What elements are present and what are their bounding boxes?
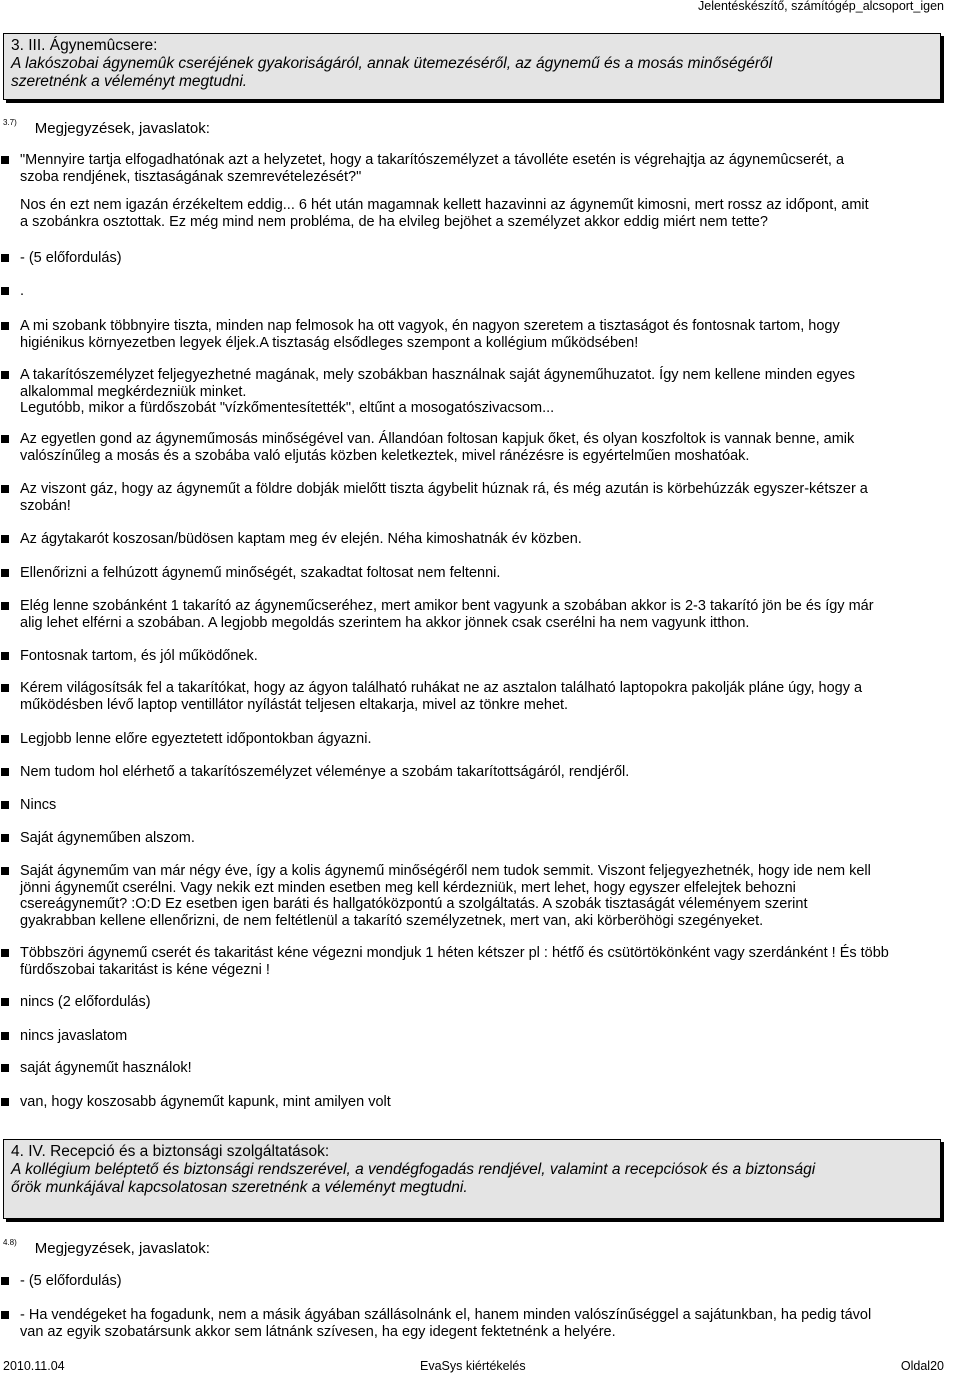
comment-item: [0, 531, 960, 548]
comment-item: [0, 1028, 960, 1045]
comment-item: [0, 830, 960, 847]
comment-text-line: Legutóbb, mikor a fürdőszobát "vízkőmentesítették", eltűnt a mosogatószivacsom...: [20, 400, 555, 416]
bullet-square-icon: [1, 569, 9, 577]
bullet-square-icon: [1, 322, 9, 330]
comment-item: [0, 152, 960, 230]
comment-item: [0, 1094, 960, 1111]
comment-text-line: Fontosnak tartom, és jól működőnek.: [20, 648, 258, 664]
bullet-square-icon: [1, 1098, 9, 1106]
question-4-8-header: [3, 1240, 210, 1257]
comment-text-line: - (5 előfordulás): [20, 250, 122, 266]
comment-item: [0, 731, 960, 748]
section-4-description: [11, 1161, 935, 1197]
comment-item: [0, 481, 960, 514]
comment-text-line: van, hogy koszosabb ágyneműt kapunk, mint amilyen volt: [20, 1094, 391, 1110]
bullet-square-icon: [1, 684, 9, 692]
bullet-square-icon: [1, 254, 9, 262]
comment-text-line: [20, 185, 960, 197]
comment-text-line: Az egyetlen gond az ágyneműmosás minőségével van. Állandóan foltosan kapjuk őket, és olyan koszfoltok is vannak benne, amik: [20, 431, 855, 447]
comment-text-line: fürdőszobai takaritást is kéne végezni !: [20, 961, 270, 978]
comment-item: [0, 994, 960, 1011]
comment-item: [0, 367, 960, 417]
question-3-7-header: [3, 120, 210, 137]
section-3-box: [3, 33, 941, 100]
comment-item: [0, 318, 960, 351]
bullet-square-icon: [1, 998, 9, 1006]
bullet-square-icon: [1, 287, 9, 295]
comment-text-line: Saját ágyneműm van már négy éve, így a kolis ágynemű minőségéről nem tudok semmit. Viszont feljegyezhetnék, hogy ide nem kell: [20, 863, 871, 879]
comment-item: [0, 797, 960, 814]
bullet-square-icon: [1, 156, 9, 164]
section-4-description-line: őrök munkájával kapcsolatosan szeretnénk a véleményt megtudni.: [11, 1179, 468, 1196]
comment-text-line: Kérem világosítsák fel a takarítókat, hogy az ágyon található ruhákat ne az asztalon található laptopokra pakolják pláne úgy, hogy a: [20, 680, 863, 696]
comment-text-line: Nincs: [20, 797, 57, 813]
comment-text-line: nincs javaslatom: [20, 1028, 128, 1044]
bullet-square-icon: [1, 735, 9, 743]
question-label: Megjegyzések, javaslatok:: [34, 1240, 210, 1257]
comment-text-line: - Ha vendégeket ha fogadunk, nem a másik ágyában szállásolnánk el, hanem minden valószínűséggel a sajátunkban, ha pedig távol: [20, 1307, 872, 1323]
comment-item: [0, 680, 960, 713]
comment-item: [0, 250, 960, 267]
bullet-square-icon: [1, 652, 9, 660]
comment-item: [0, 764, 960, 781]
comment-text-line: saját ágyneműt használok!: [20, 1060, 192, 1076]
comment-item: [0, 1307, 960, 1340]
comment-text-line: van az egyik szobatársunk akkor sem látnánk szívesen, ha egy idegent fektetnénk a helyére.: [20, 1323, 616, 1340]
bullet-square-icon: [1, 602, 9, 610]
footer-date: 2010.11.04: [3, 1359, 65, 1373]
comment-text-line: csereágyneműt? :O:D Ez esetben igen baráti és hallgatóközpontú a szolgáltatás. A szobák tisztaságát véleményem szerint: [20, 896, 808, 912]
comment-text-line: Többszöri ágynemű cserét és takaritást kéne végezni mondjuk 1 héten kétszer pl : hétfő és csütörtökönként vagy szerdánként ! És több: [20, 945, 889, 961]
comment-item: [0, 863, 960, 929]
comment-text-line: működésben lévő laptop ventillátor nyílástát teljesen eltakarja, mivel az tönkre mehet.: [20, 696, 569, 713]
section-3-description: [11, 55, 935, 91]
comment-text-line: - (5 előfordulás): [20, 1273, 122, 1289]
comment-text-line: .: [20, 283, 25, 299]
footer-center: EvaSys kiértékelés: [420, 1359, 526, 1373]
comment-text-line: valószínűleg a mosás és a szobába való eljutás közben keletkeztek, mivel ránézésre is egyértelműen moshatóak.: [20, 447, 750, 464]
comment-text-line: szobán!: [20, 497, 71, 514]
bullet-square-icon: [1, 834, 9, 842]
section-4-title: 4. IV. Recepció és a biztonsági szolgáltatások:: [11, 1143, 330, 1160]
bullet-square-icon: [1, 535, 9, 543]
comment-text-line: jönni ágyneműt cserélni. Vagy nekik ezt minden esetben meg kell kérdezniük, mert lehet, hogy egyszer elfelejtek behozni: [20, 879, 796, 896]
footer-page-number: Oldal20: [900, 1359, 944, 1373]
section-3-description-line: szeretnénk a véleményt megtudni.: [11, 73, 248, 90]
comment-text-line: alig lehet elférni a szobában. A legjobb megoldás szerintem ha akkor jönnek csak cserélni ha nem vagyunk itthon.: [20, 614, 750, 631]
bullet-square-icon: [1, 1311, 9, 1319]
bullet-square-icon: [1, 371, 9, 379]
bullet-square-icon: [1, 801, 9, 809]
comment-text-line: nincs (2 előfordulás): [20, 994, 151, 1010]
comment-text-line: higiénikus környezetben legyek éljek.A tisztaság elsődleges szempont a kollégium működsében!: [20, 334, 639, 351]
bullet-square-icon: [1, 768, 9, 776]
section-4-description-line: A kollégium beléptető és biztonsági rendszerével, a vendégfogadás rendjével, valamint a recepciósok és a biztonsági: [11, 1161, 816, 1178]
comment-text-line: Nos én ezt nem igazán érzékeltem eddig... 6 hét után magamnak kellett hazavinni az ágyneműt kimosni, mert rossz az időpont, amit: [20, 197, 869, 213]
comment-text-line: Legjobb lenne előre egyeztetett időpontokban ágyazni.: [20, 731, 372, 747]
section-3-description-line: A lakószobai ágynemûk cseréjének gyakoriságáról, annak ütemezéséről, az ágynemű és a mosás minőségéről: [11, 55, 773, 72]
bullet-square-icon: [1, 485, 9, 493]
bullet-square-icon: [1, 1277, 9, 1285]
question-number: 4.8): [3, 1238, 17, 1247]
comment-text-line: Elég lenne szobánként 1 takarító az ágyneműcseréhez, mert amikor bent vagyunk a szobában akkor is 2-3 takarító jön be és így már: [20, 598, 874, 614]
comment-item: [0, 1060, 960, 1077]
comment-item: [0, 283, 960, 300]
comment-item: [0, 431, 960, 464]
comment-text-line: alkalommal megkérdezniük minket.: [20, 383, 247, 400]
comment-item: [0, 945, 960, 978]
section-3-title: 3. III. Ágynemûcsere:: [11, 37, 158, 54]
bullet-square-icon: [1, 949, 9, 957]
comment-text-line: A takarítószemélyzet feljegyezhetné magának, mely szobákban használnak saját ágyneműhuzatot. Így nem kellene minden egyes: [20, 367, 856, 383]
bullet-square-icon: [1, 435, 9, 443]
comment-text-line: gyakrabban kellene ellenőrizni, de nem feltétlenül a takarító személyzetnek, mert van, aki körberöhögi szegényeket.: [20, 912, 764, 929]
comment-text-line: "Mennyire tartja elfogadhatónak azt a helyzetet, hogy a takarítószemélyzet a távolléte esetén is végrehajtja az ágynemûcserét, a: [20, 152, 845, 168]
bullet-square-icon: [1, 867, 9, 875]
question-label: Megjegyzések, javaslatok:: [34, 120, 210, 137]
bullet-square-icon: [1, 1064, 9, 1072]
comment-text-line: Ellenőrizni a felhúzott ágynemű minőségét, szakadtat foltosat nem feltenni.: [20, 565, 501, 581]
comment-text-line: Nem tudom hol elérhető a takarítószemélyzet véleménye a szobám takarítottságáról, rendjéről.: [20, 764, 630, 780]
section-4-box: [3, 1139, 941, 1219]
comment-text-line: szoba rendjének, tisztaságának szemrevételezését?": [20, 168, 362, 185]
comment-text-line: A mi szobank többnyire tiszta, minden nap felmosok ha ott vagyok, én nagyon szeretem a tisztaságot és fontosnak tartom, hogy: [20, 318, 840, 334]
comment-item: [0, 565, 960, 582]
bullet-square-icon: [1, 1032, 9, 1040]
report-title: Jelentéskészítő, számítógép_alcsoport_igen: [698, 0, 944, 13]
comment-text-line: Az ágytakarót koszosan/büdösen kaptam meg év elején. Néha kimoshatnák év közben.: [20, 531, 582, 547]
comment-text-line: Saját ágyneműben alszom.: [20, 830, 195, 846]
comment-item: [0, 598, 960, 631]
comment-text-line: a szobánkra osztottak. Ez még mind nem probléma, de ha elvileg bejöhet a személyzet akkor eddig miért nem tette?: [20, 213, 768, 230]
comment-item: [0, 648, 960, 665]
question-number: 3.7): [3, 118, 17, 127]
comment-item: [0, 1273, 960, 1290]
comment-text-line: Az viszont gáz, hogy az ágyneműt a földre dobják mielőtt tiszta ágybelit húznak rá, és még azután is körbehúzzák egyszer-kétszer a: [20, 481, 868, 497]
